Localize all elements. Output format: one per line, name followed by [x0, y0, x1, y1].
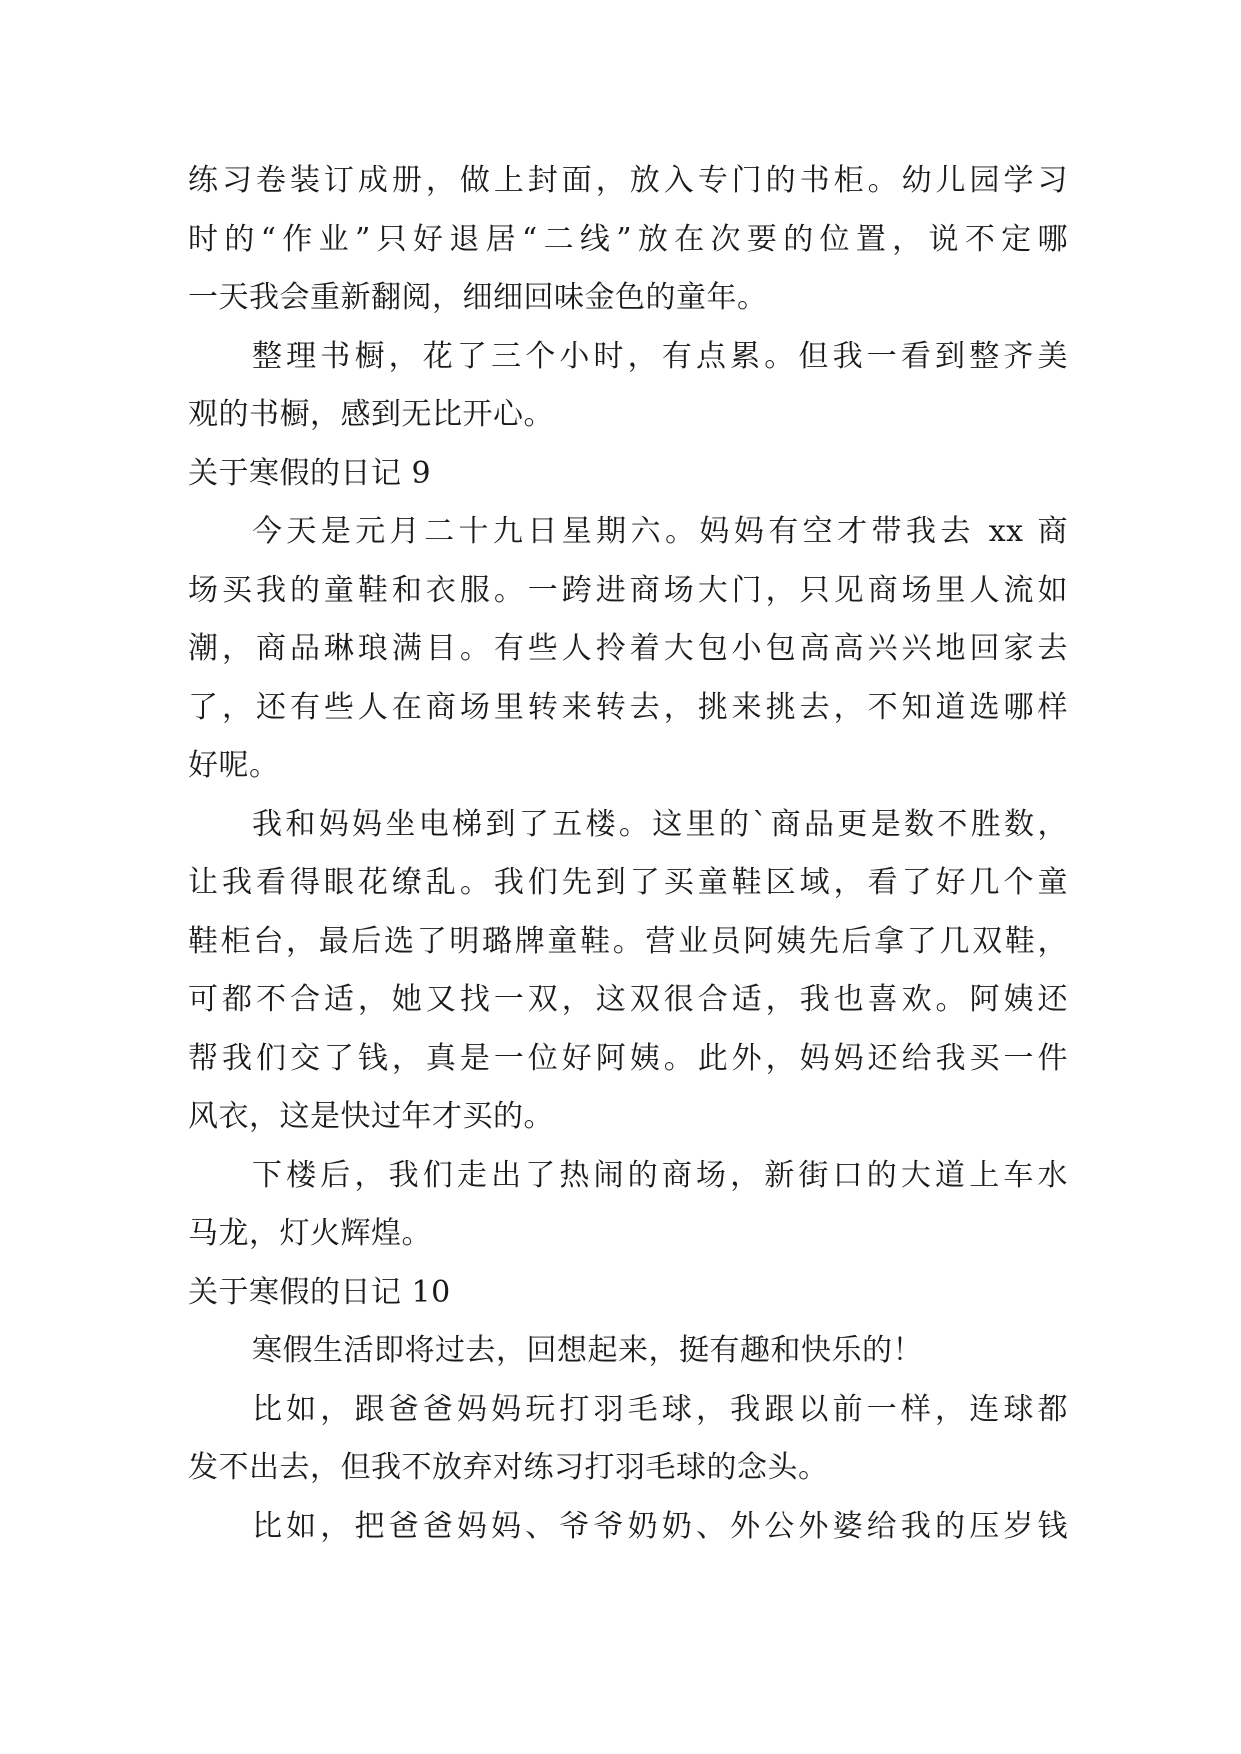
text-line: 时的“作业”只好退居“二线”放在次要的位置，说不定哪 — [188, 221, 1068, 257]
document-body — [188, 152, 1068, 1556]
paragraph — [188, 503, 1068, 796]
text-line: 寒假生活即将过去，回想起来，挺有趣和快乐的！ — [252, 1333, 923, 1368]
text-line: 场买我的童鞋和衣服。一跨进商场大门，只见商场里人流如 — [188, 572, 1068, 608]
text-line: 了，还有些人在商场里转来转去，挑来挑去，不知道选哪样 — [188, 689, 1068, 725]
paragraph — [188, 328, 1068, 445]
text-line: 帮我们交了钱，真是一位好阿姨。此外，妈妈还给我买一件 — [188, 1040, 1068, 1076]
text-line: 可都不合适，她又找一双，这双很合适，我也喜欢。阿姨还 — [188, 982, 1068, 1017]
paragraph — [188, 796, 1068, 1147]
text-line: 比如，把爸爸妈妈、爷爷奶奶、外公外婆给我的压岁钱 — [252, 1508, 1068, 1544]
text-line: 马龙，灯火辉煌。 — [188, 1216, 432, 1251]
text-line: 下楼后，我们走出了热闹的商场，新街口的大道上车水 — [252, 1157, 1068, 1193]
text-line: 鞋柜台，最后选了明璐牌童鞋。营业员阿姨先后拿了几双鞋， — [188, 923, 1068, 959]
text-line: 潮，商品琳琅满目。有些人拎着大包小包高高兴兴地回家去 — [188, 631, 1068, 666]
text-line: 我和妈妈坐电梯到了五楼。这里的`商品更是数不胜数， — [252, 806, 1068, 842]
text-line: 比如，跟爸爸妈妈玩打羽毛球，我跟以前一样，连球都 — [252, 1391, 1068, 1427]
paragraph — [188, 1147, 1068, 1264]
text-line: 发不出去，但我不放弃对练习打羽毛球的念头。 — [188, 1450, 829, 1485]
text-line: 整理书橱，花了三个小时，有点累。但我一看到整齐美 — [252, 338, 1068, 374]
section-heading: 关于寒假的日记 9 — [188, 455, 432, 491]
text-line: 一天我会重新翻阅，细细回味金色的童年。 — [188, 280, 768, 315]
text-line: 练习卷装订成册，做上封面，放入专门的书柜。幼儿园学习 — [188, 163, 1068, 198]
text-line: 今天是元月二十九日星期六。妈妈有空才带我去 xx 商 — [252, 514, 1068, 549]
section-heading: 关于寒假的日记 10 — [188, 1274, 451, 1310]
paragraph — [188, 152, 1068, 328]
paragraph — [188, 1498, 1068, 1557]
text-line: 好呢。 — [188, 748, 280, 783]
text-line: 观的书橱，感到无比开心。 — [188, 397, 554, 432]
paragraph — [188, 1322, 1068, 1381]
paragraph — [188, 1381, 1068, 1498]
text-line: 风衣，这是快过年才买的。 — [188, 1099, 554, 1134]
text-line: 让我看得眼花缭乱。我们先到了买童鞋区域，看了好几个童 — [188, 865, 1068, 900]
